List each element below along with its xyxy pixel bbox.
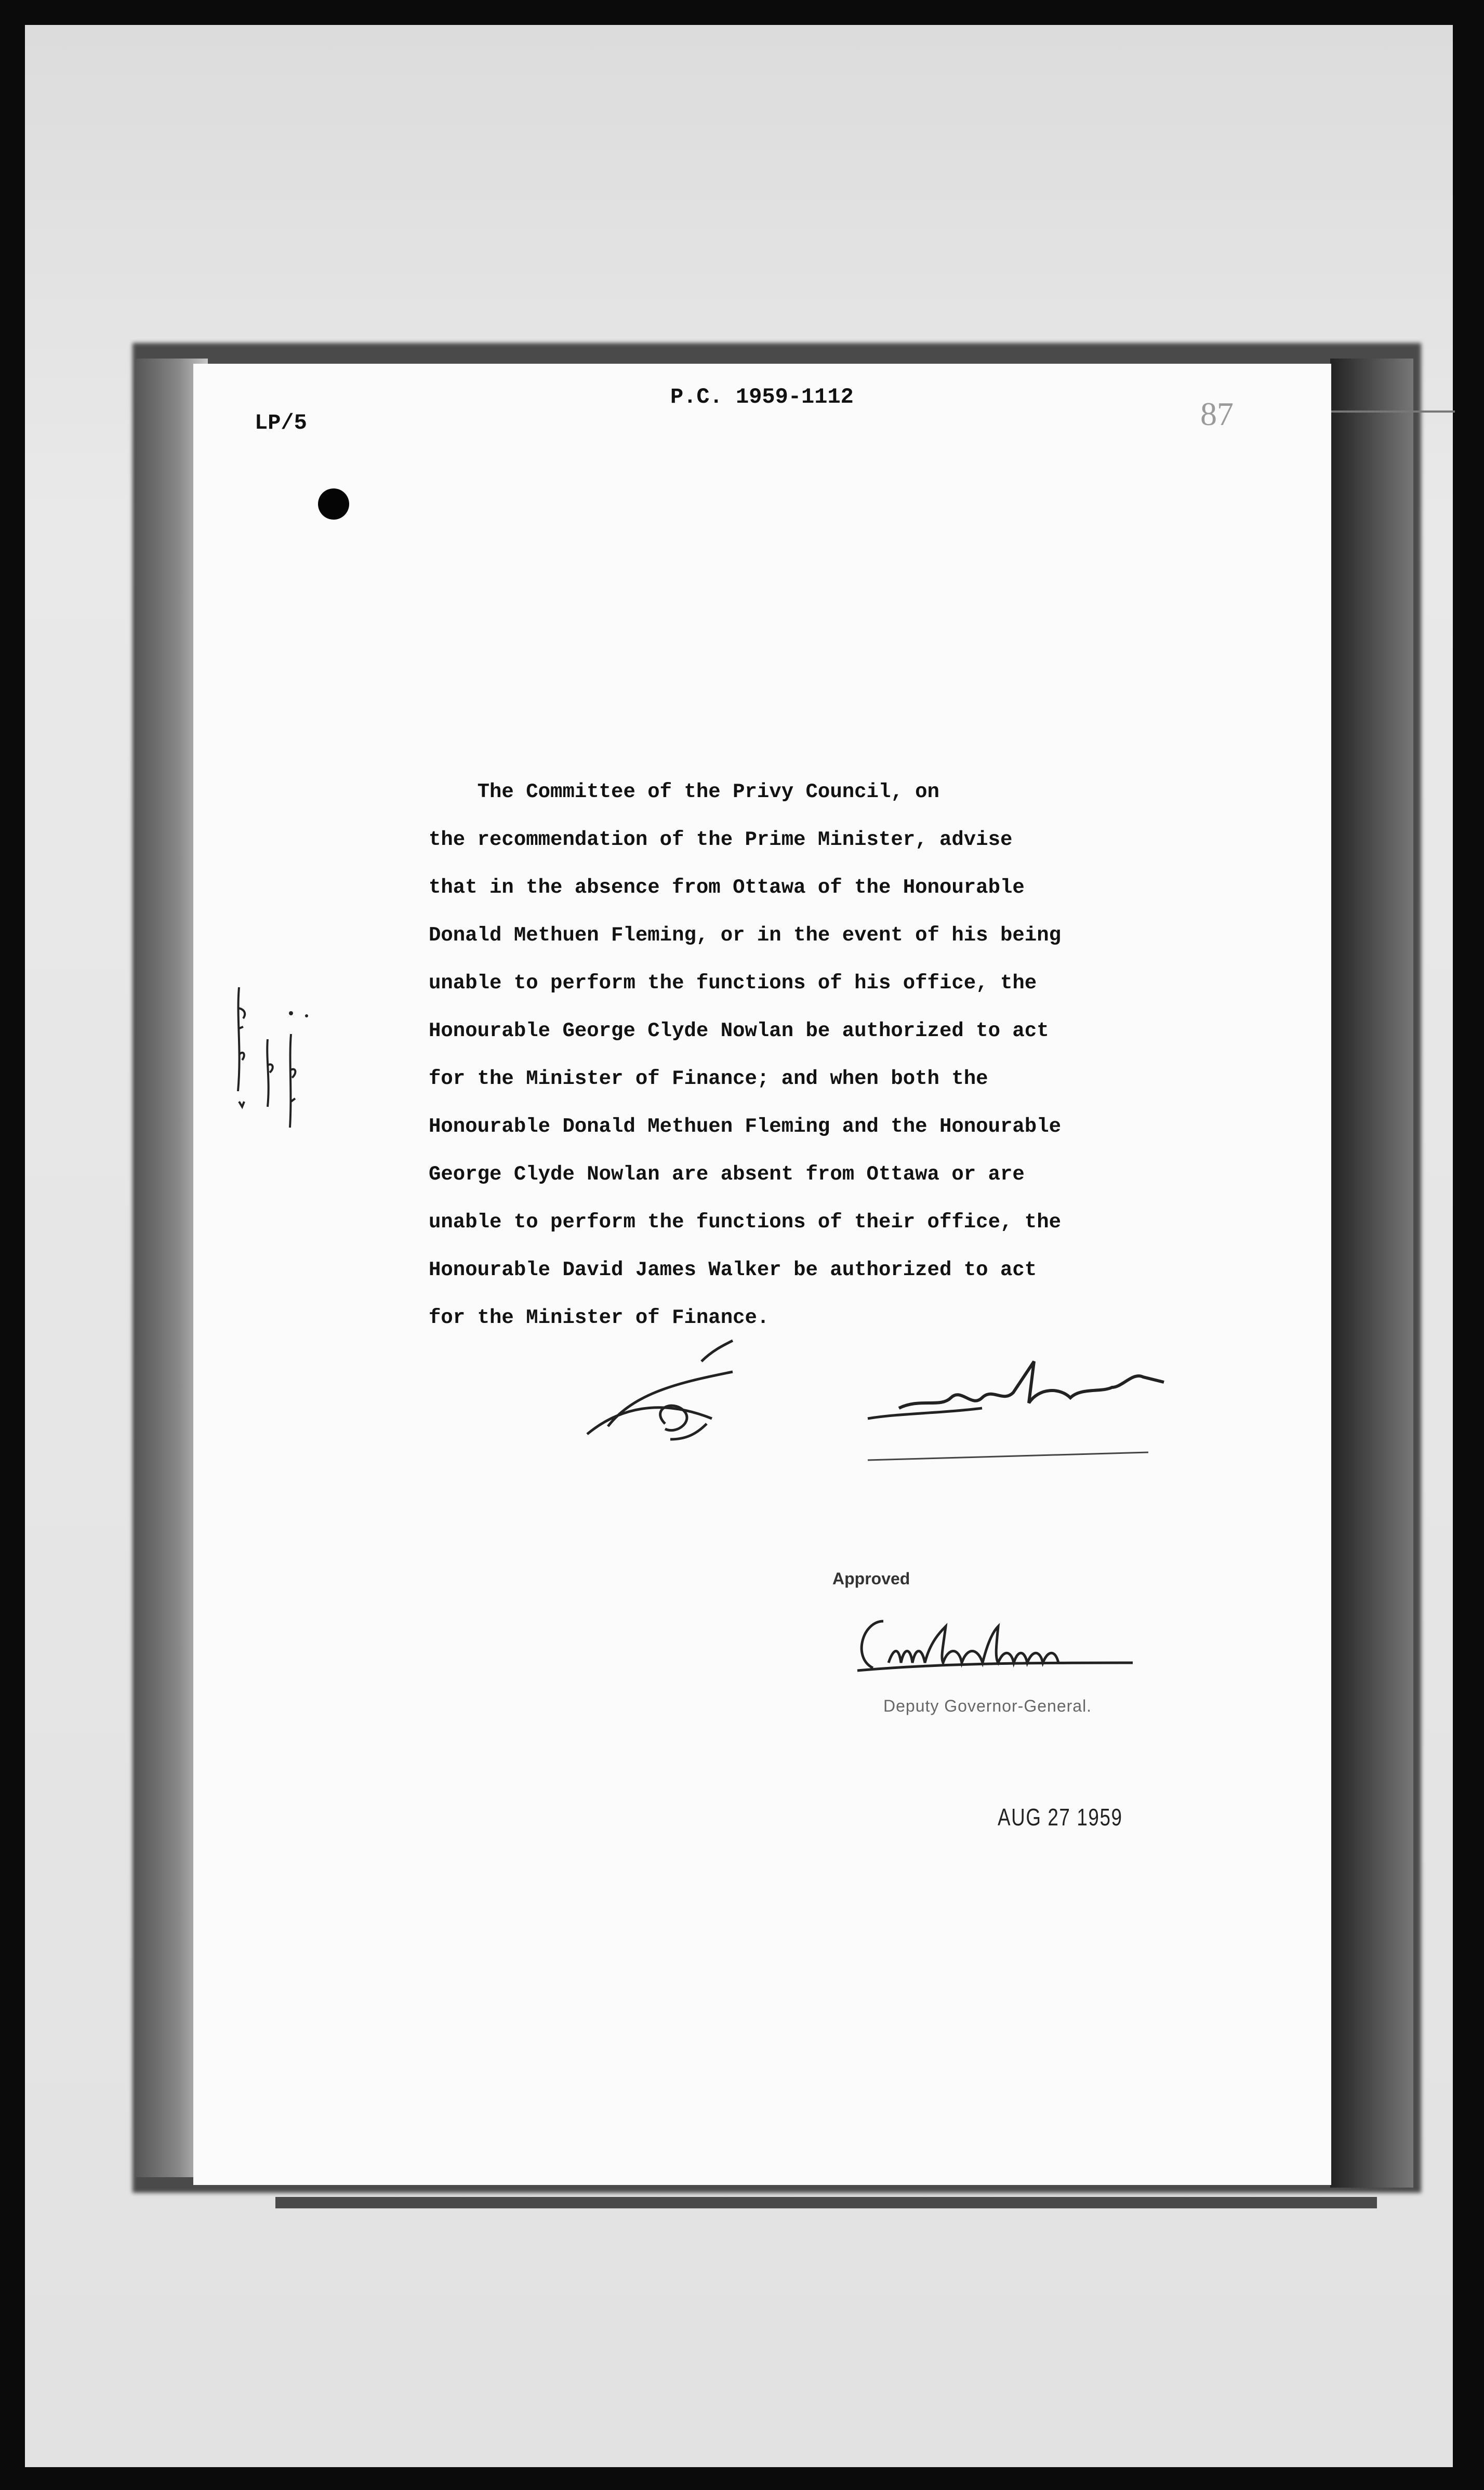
order-body-text (429, 768, 1208, 1342)
body-line: unable to perform the functions of their office, the (429, 1211, 1061, 1234)
deputy-governor-general-signature (842, 1606, 1154, 1699)
body-line: for the Minister of Finance; and when both the (429, 1067, 988, 1090)
body-line: the recommendation of the Prime Minister, advise (429, 828, 1013, 851)
date-stamp: AUG 27 1959 (998, 1804, 1123, 1831)
file-code: LP/5 (255, 410, 307, 435)
page-number: 87 (1200, 395, 1234, 432)
punch-hole (318, 488, 349, 520)
page-shadow-right (1330, 359, 1413, 2188)
body-line: that in the absence from Ottawa of the Honourable (429, 876, 1025, 899)
body-line: Honourable George Clyde Nowlan be authorized to act (429, 1019, 1049, 1042)
body-line: The Committee of the Privy Council, on (429, 780, 939, 803)
body-line: unable to perform the functions of his office, the (429, 972, 1037, 995)
page-shadow-bottom (275, 2197, 1377, 2208)
body-line: Donald Methuen Fleming, or in the event of his being (429, 924, 1061, 947)
approved-label: Approved (832, 1569, 910, 1588)
body-line: George Clyde Nowlan are absent from Ottawa or are (429, 1163, 1025, 1186)
prime-minister-signature (577, 1330, 1226, 1496)
body-line: Honourable David James Walker be authorized to act (429, 1259, 1037, 1281)
body-line: Honourable Donald Methuen Fleming and the Honourable (429, 1115, 1061, 1138)
margin-note-handwriting (218, 977, 322, 1174)
body-line: for the Minister of Finance. (429, 1306, 770, 1329)
order-number: P.C. 1959-1112 (670, 385, 854, 409)
signatory-title: Deputy Governor-General. (883, 1697, 1092, 1715)
